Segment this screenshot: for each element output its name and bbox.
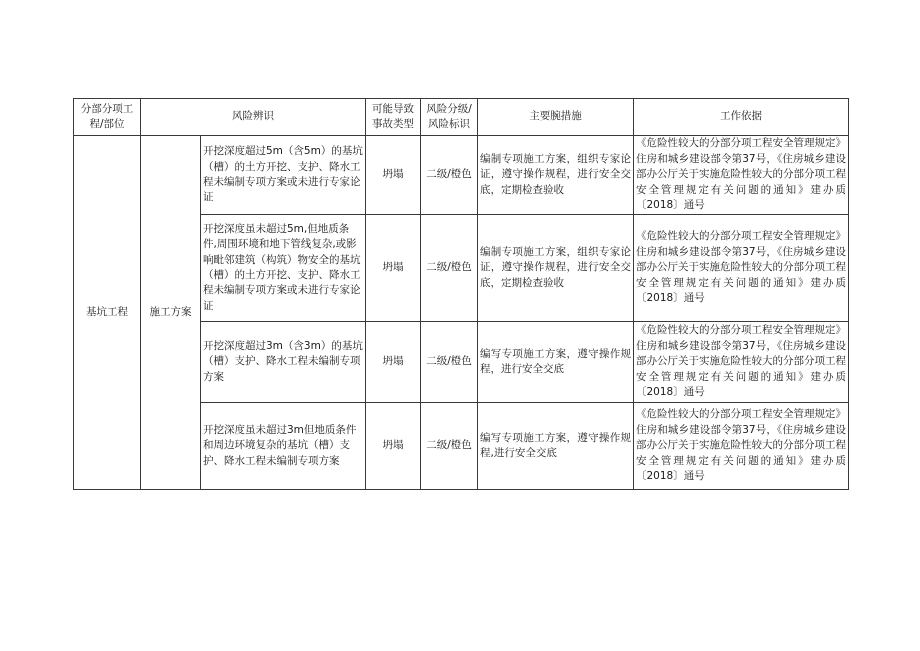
header-measures: 主要腕措施 xyxy=(478,99,634,136)
accident-cell: 坍塌 xyxy=(366,215,421,322)
subproject-cell: 施工方案 xyxy=(141,136,201,490)
header-risk-identification: 风险辨识 xyxy=(141,99,366,136)
measures-cell: 编制专项施工方案，组织专家论证，遵守操作规程，进行安全交底，定期检查验收 xyxy=(478,136,634,215)
header-row xyxy=(74,99,849,136)
risk-cell: 开挖深度虽未超过3m但地质条件和周边环境复杂的基坑（槽）支护、降水工程未编制专项方案 xyxy=(201,403,366,490)
level-cell: 二级/橙色 xyxy=(421,322,478,403)
level-cell: 二级/橙色 xyxy=(421,403,478,490)
risk-cell: 开挖深度超过5m（含5m）的基坑（槽）的土方开挖、支护、降水工程未编制专项方案或未进行专家论证 xyxy=(201,136,366,215)
measures-cell: 编写专项施工方案，遵守操作规程，进行安全交底 xyxy=(478,322,634,403)
header-project: 分部分项工程/部位 xyxy=(74,99,141,136)
basis-cell: 《危险性较大的分部分项工程安全管理规定》住房和城乡建设部令第37号，《住房城乡建设部办公厅关于实施危险性较大的分部分项工程安全管理规定有关问题的通知》建办质〔2018〕通号 xyxy=(634,215,849,322)
level-cell: 二级/橙色 xyxy=(421,136,478,215)
measures-cell: 编写专项施工方案，遵守操作规程,进行安全交底 xyxy=(478,403,634,490)
measures-cell: 编制专项施工方案，组织专家论证，遵守操作规程，进行安全交底，定期检查验收 xyxy=(478,215,634,322)
basis-cell: 《危险性较大的分部分项工程安全管理规定》住房和城乡建设部令第37号，《住房城乡建设部办公厅关于实施危险性较大的分部分项工程安全管理规定有关问题的通知》建办质〔2018〕通号 xyxy=(634,322,849,403)
basis-cell: 《危险性较大的分部分项工程安全管理规定》住房和城乡建设部令第37号，《住房城乡建设部办公厅关于实施危险性较大的分部分项工程安全管理规定有关问题的通知》建办质〔2018〕通号 xyxy=(634,136,849,215)
table-row xyxy=(74,136,849,215)
risk-table xyxy=(73,98,849,490)
risk-cell: 开挖深度虽未超过5m,但地质条件,周围环境和地下管线复杂,或影响毗邻建筑（构筑）物安全的基坑（槽）的土方开挖、支护、降水工程未编制专项方案或未进行专家论证 xyxy=(201,215,366,322)
accident-cell: 坍塌 xyxy=(366,403,421,490)
basis-cell: 《危险性较大的分部分项工程安全管理规定》住房和城乡建设部令第37号，《住房城乡建设部办公厅关于实施危险性较大的分部分项工程安全管理规定有关问题的通知》建办质〔2018〕通号 xyxy=(634,403,849,490)
header-risk-level: 风险分级/风险标识 xyxy=(421,99,478,136)
project-cell: 基坑工程 xyxy=(74,136,141,490)
accident-cell: 坍塌 xyxy=(366,136,421,215)
accident-cell: 坍塌 xyxy=(366,322,421,403)
header-accident-type: 可能导致事故类型 xyxy=(366,99,421,136)
level-cell: 二级/橙色 xyxy=(421,215,478,322)
header-basis: 工作依据 xyxy=(634,99,849,136)
risk-cell: 开挖深度超过3m（含3m）的基坑（槽）支护、降水工程未编制专项方案 xyxy=(201,322,366,403)
